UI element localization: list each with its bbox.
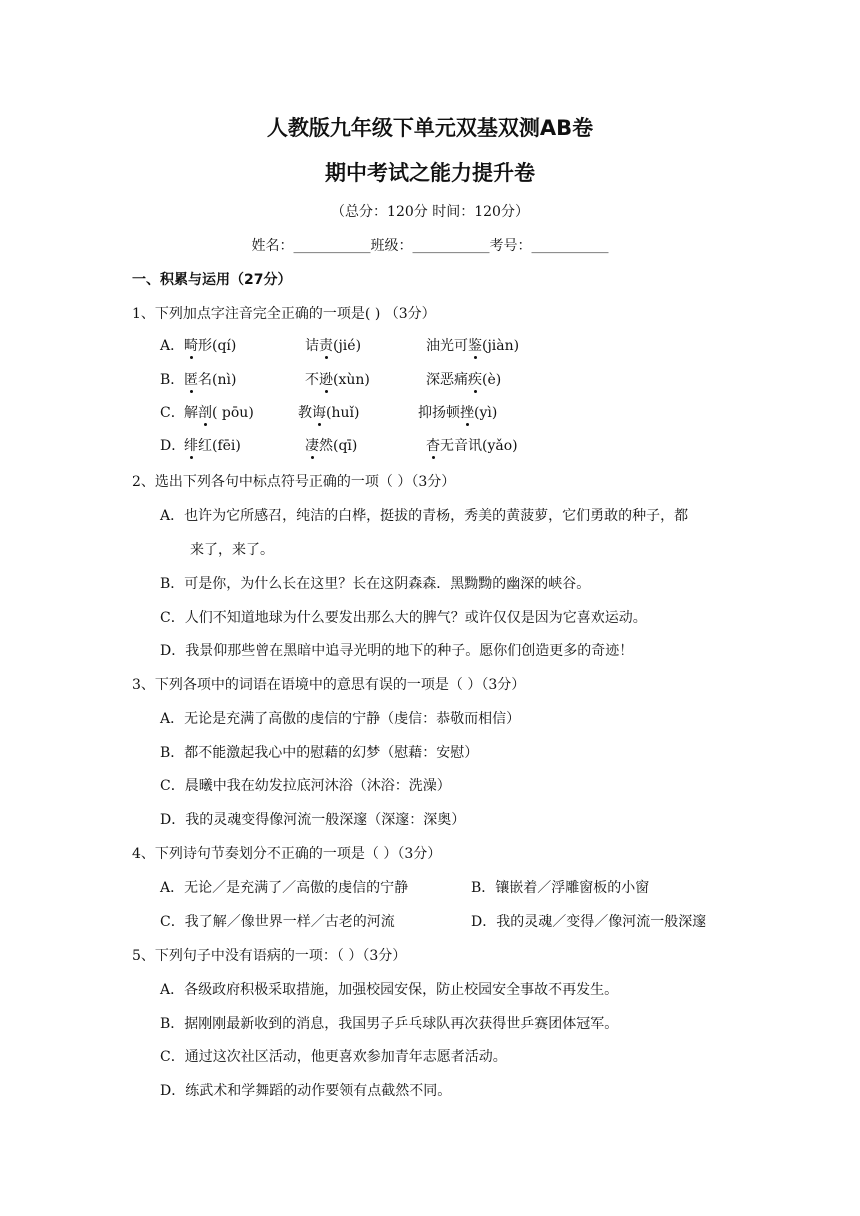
question-5-option-a: A．各级政府积极采取措施，加强校园安保，防止校园安全事故不再发生。 <box>160 982 619 998</box>
question-2-option-d: D．我景仰那些曾在黑暗中追寻光明的地下的种子。愿你们创造更多的奇迹！ <box>160 643 634 659</box>
option-word-2: 教诲(huǐ) <box>298 405 360 421</box>
question-3-option-a: A．无论是充满了高傲的虔信的宁静（虔信：恭敬而相信） <box>160 711 521 727</box>
question-4-option-a: A．无论／是充满了／高傲的虔信的宁静 <box>160 880 409 896</box>
option-label: B． <box>160 372 185 388</box>
option-word-1: 绯红(fēi) <box>184 438 241 454</box>
option-label: A． <box>160 338 185 354</box>
question-3-option-c: C．晨曦中我在幼发拉底河沐浴（沐浴：洗澡） <box>160 778 451 794</box>
option-label: C． <box>160 405 185 421</box>
question-5-option-d: D．练武术和学舞蹈的动作要领有点截然不同。 <box>160 1083 452 1099</box>
question-2-option-c: C．人们不知道地球为什么要发出那么大的脾气？或许仅仅是因为它喜欢运动。 <box>160 610 647 626</box>
question-4-option-b: B．镶嵌着／浮雕窗板的小窗 <box>471 880 650 896</box>
question-1-stem: 1、下列加点字注音完全正确的一项是( ) （3分） <box>132 306 436 322</box>
question-5-stem: 5、下列句子中没有语病的一项：（ ）（3分） <box>132 948 407 964</box>
option-word-1: 解剖( pōu) <box>184 405 254 421</box>
question-2-option-b: B．可是你，为什么长在这里？长在这阴森森．黑黝黝的幽深的峡谷。 <box>160 576 591 592</box>
question-2-option-a-cont: 来了，来了。 <box>190 542 274 558</box>
question-2-option-a: A．也许为它所感召，纯洁的白桦，挺拔的青杨，秀美的黄菠萝，它们勇敢的种子，都 <box>160 508 689 524</box>
option-word-3: 抑扬顿挫(yì) <box>418 405 498 421</box>
question-3-option-d: D．我的灵魂变得像河流一般深邃（深邃：深奥） <box>160 812 466 828</box>
question-5-option-c: C．通过这次社区活动，他更喜欢参加青年志愿者活动。 <box>160 1049 507 1065</box>
option-word-1: 匿名(nì) <box>184 372 237 388</box>
question-4-stem: 4、下列诗句节奏划分不正确的一项是（ ）（3分） <box>132 846 442 862</box>
option-word-1: 畸形(qí) <box>184 338 237 354</box>
exam-subtitle: 期中考试之能力提升卷 <box>325 161 535 185</box>
question-5-option-b: B．据刚刚最新收到的消息，我国男子乒乓球队再次获得世乒赛团体冠军。 <box>160 1016 619 1032</box>
question-2-stem: 2、选出下列各句中标点符号正确的一项（ ）（3分） <box>132 474 456 490</box>
student-info-line: 姓名：___________班级：___________考号：___________ <box>251 238 609 254</box>
question-3-stem: 3、下列各项中的词语在语境中的意思有误的一项是（ ）（3分） <box>132 677 526 693</box>
option-label: D． <box>160 438 186 454</box>
option-word-3: 杳无音讯(yǎo) <box>426 438 518 454</box>
section-heading: 一、积累与运用（27分） <box>132 272 292 288</box>
option-word-2: 诘责(jié) <box>305 338 362 354</box>
exam-title: 人教版九年级下单元双基双测AB卷 <box>266 116 594 140</box>
question-3-option-b: B．都不能激起我心中的慰藉的幻梦（慰藉：安慰） <box>160 745 479 761</box>
question-4-option-c: C．我了解／像世界一样／古老的河流 <box>160 914 395 930</box>
option-word-2: 凄然(qī) <box>305 438 358 454</box>
question-4-option-d: D．我的灵魂／变得／像河流一般深邃 <box>471 914 707 930</box>
option-word-3: 油光可鉴(jiàn) <box>426 338 520 354</box>
option-word-2: 不逊(xùn) <box>305 372 370 388</box>
score-time: （总分：120分 时间：120分） <box>331 204 529 220</box>
option-word-3: 深恶痛疾(è) <box>426 372 502 388</box>
